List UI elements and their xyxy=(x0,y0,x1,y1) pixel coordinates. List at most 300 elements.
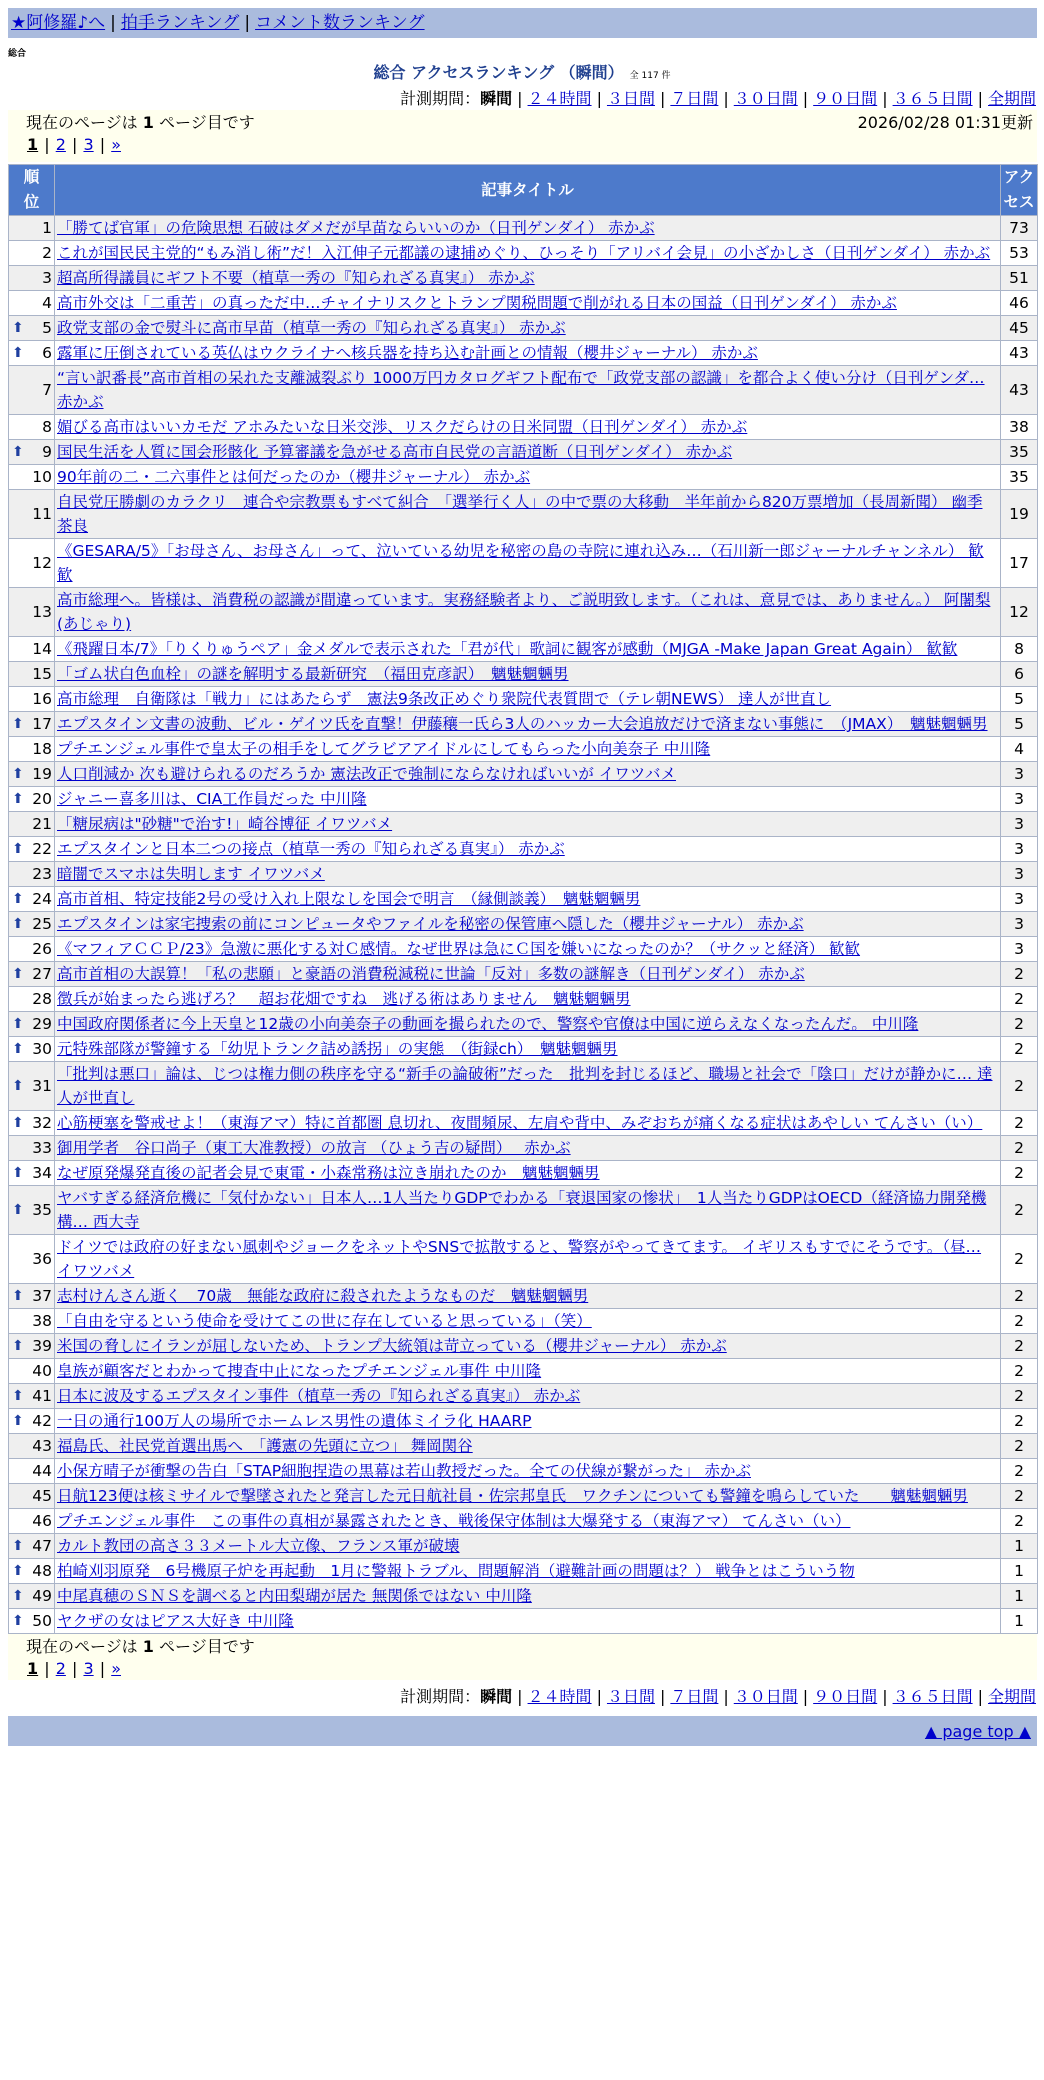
table-row xyxy=(9,1186,1038,1235)
table-row xyxy=(9,1434,1038,1459)
table-row xyxy=(9,1609,1038,1634)
rank-up-arrow-icon: ⬆ xyxy=(12,320,24,336)
table-row xyxy=(9,316,1038,341)
title-cell xyxy=(55,1384,1001,1409)
article-title-link[interactable]: 自民党圧勝劇のカラクリ 連合や宗教票もすべて糾合 「選挙行く人」の中で票の大移動 半年前から820万票増加（長周新聞） 幽季 茶良 xyxy=(57,493,983,535)
title-cell xyxy=(55,662,1001,687)
access-count: 5 xyxy=(1001,712,1038,737)
rank-number: 18 xyxy=(32,740,52,758)
rank-number: 44 xyxy=(32,1462,52,1480)
period-separator: | xyxy=(723,89,729,108)
access-count: 2 xyxy=(1001,1136,1038,1161)
access-count: 2 xyxy=(1001,1359,1038,1384)
table-row xyxy=(9,987,1038,1012)
rank-cell xyxy=(9,912,55,937)
access-count: 2 xyxy=(1001,1037,1038,1062)
article-title-link[interactable]: 人口削減か 次も避けられるのだろうか 憲法改正で強制にならなければいいが イワツバメ xyxy=(57,765,676,783)
rank-cell xyxy=(9,490,55,539)
period-current: 瞬間 xyxy=(480,89,513,108)
rank-up-arrow-icon: ⬆ xyxy=(12,716,24,732)
article-title-link[interactable]: 媚びる高市はいいカモだ アホみたいな日米交渉、リスクだらけの日米同盟（日刊ゲンダイ） 赤かぶ xyxy=(57,418,748,436)
article-title-link[interactable]: カルト教団の高さ３３メートル大立像、フランス軍が破壊 xyxy=(57,1537,460,1555)
article-title-link[interactable]: 高市首相の大誤算！「私の悲願」と豪語の消費税減税に世論「反対」多数の謎解き（日刊ゲンダイ） 赤かぶ xyxy=(57,965,805,983)
pager-separator: | xyxy=(39,1659,55,1678)
article-title-link[interactable]: 心筋梗塞を警戒せよ！（東海アマ）特に首都圏 息切れ、夜間頻尿、左肩や背中、みぞおちが痛くなる症状はあやしい てんさい（い） xyxy=(57,1114,983,1132)
access-count: 2 xyxy=(1001,1235,1038,1284)
title-cell xyxy=(55,1409,1001,1434)
rank-cell xyxy=(9,1609,55,1634)
title-cell xyxy=(55,1062,1001,1111)
article-title-link[interactable]: 御用学者 谷口尚子（東工大准教授）の放言 （ひょう吉の疑問） 赤かぶ xyxy=(57,1139,571,1157)
title-cell xyxy=(55,812,1001,837)
pager-next-link[interactable]: » xyxy=(111,1659,121,1678)
table-row xyxy=(9,216,1038,241)
article-title-link[interactable]: なぜ原発爆発直後の記者会見で東電・小森常務は泣き崩れたのか 魑魅魍魎男 xyxy=(57,1164,600,1182)
title-cell xyxy=(55,490,1001,539)
title-cell xyxy=(55,912,1001,937)
table-row xyxy=(9,1334,1038,1359)
table-row xyxy=(9,1062,1038,1111)
title-cell xyxy=(55,241,1001,266)
table-row xyxy=(9,737,1038,762)
access-count: 2 xyxy=(1001,1434,1038,1459)
rank-number: 45 xyxy=(32,1487,52,1505)
rank-cell xyxy=(9,1136,55,1161)
title-cell xyxy=(55,415,1001,440)
title-cell xyxy=(55,266,1001,291)
rank-up-arrow-icon: ⬆ xyxy=(12,345,24,361)
table-row xyxy=(9,1235,1038,1284)
article-title-link[interactable]: プチエンジェル事件 この事件の真相が暴露されたとき、戦後保守体制は大爆発する（東海アマ） てんさい（い） xyxy=(57,1512,851,1530)
rank-cell xyxy=(9,637,55,662)
table-row xyxy=(9,241,1038,266)
article-title-link[interactable]: 米国の脅しにイランが屈しないため、トランプ大統領は苛立っている（櫻井ジャーナル） 赤かぶ xyxy=(57,1337,727,1355)
article-title-link[interactable]: 「批判は悪口」論は、じつは権力側の秩序を守る“新手の論破術”だった 批判を封じるほど、職場と社会で「陰口」だけが静かに… 達人が世直し xyxy=(57,1065,993,1107)
rank-up-arrow-icon: ⬆ xyxy=(12,1202,24,1218)
home-link[interactable]: ★阿修羅♪へ xyxy=(11,13,106,33)
rank-number: 22 xyxy=(32,840,52,858)
article-title-link[interactable]: 超高所得議員にギフト不要（植草一秀の『知られざる真実』） 赤かぶ xyxy=(57,269,535,287)
rank-number: 37 xyxy=(32,1287,52,1305)
period-separator: | xyxy=(977,1687,983,1706)
rank-cell xyxy=(9,539,55,588)
rank-up-arrow-icon: ⬆ xyxy=(12,791,24,807)
article-title-link[interactable]: 柏崎刈羽原発 6号機原子炉を再起動 1月に警報トラブル、問題解消（避難計画の問題は？） 戦争とはこういう物 xyxy=(57,1562,855,1580)
article-title-link[interactable]: 日本に波及するエプスタイン事件（植草一秀の『知られざる真実』） 赤かぶ xyxy=(57,1387,581,1405)
table-row xyxy=(9,1012,1038,1037)
rank-number: 14 xyxy=(32,640,52,658)
access-count: 53 xyxy=(1001,241,1038,266)
rank-cell xyxy=(9,465,55,490)
rank-number: 1 xyxy=(42,219,52,237)
access-count: 45 xyxy=(1001,316,1038,341)
rank-cell xyxy=(9,937,55,962)
article-title-link[interactable]: 志村けんさん逝く 70歳 無能な政府に殺されたようなものだ 魑魅魍魎男 xyxy=(57,1287,589,1305)
access-count: 2 xyxy=(1001,1062,1038,1111)
period-separator: | xyxy=(596,89,602,108)
article-title-link[interactable]: 露軍に圧倒されている英仏はウクライナへ核兵器を持ち込む計画との情報（櫻井ジャーナル） 赤かぶ xyxy=(57,344,758,362)
table-row xyxy=(9,812,1038,837)
article-title-link[interactable]: プチエンジェル事件で皇太子の相手をしてグラビアアイドルにしてもらった小向美奈子 中川隆 xyxy=(57,740,711,758)
article-title-link[interactable]: 暗闇でスマホは失明します イワツバメ xyxy=(57,865,325,883)
access-count: 6 xyxy=(1001,662,1038,687)
access-count: 46 xyxy=(1001,291,1038,316)
article-title-link[interactable]: 徴兵が始まったら逃げろ？ 超お花畑ですね 逃げる術はありません 魑魅魍魎男 xyxy=(57,990,631,1008)
table-row xyxy=(9,1584,1038,1609)
rank-number: 47 xyxy=(32,1537,52,1555)
period-current: 瞬間 xyxy=(480,1687,513,1706)
article-title-link[interactable]: 「自由を守るという使命を受けてこの世に存在していると思っている」（笑） xyxy=(57,1312,592,1330)
article-title-link[interactable]: ジャニー喜多川は、CIA工作員だった 中川隆 xyxy=(57,790,367,808)
period-link[interactable]: ７日間 xyxy=(670,89,719,108)
access-count: 2 xyxy=(1001,987,1038,1012)
article-title-link[interactable]: 福島氏、社民党首選出馬へ 「護憲の先頭に立つ」 舞岡関谷 xyxy=(57,1437,473,1455)
article-title-link[interactable]: 90年前の二・二六事件とは何だったのか（櫻井ジャーナル） 赤かぶ xyxy=(57,468,531,486)
rank-number: 9 xyxy=(42,443,52,461)
period-link[interactable]: ３６５日間 xyxy=(892,1687,973,1706)
rank-number: 7 xyxy=(42,381,52,399)
access-count: 3 xyxy=(1001,837,1038,862)
rank-number: 28 xyxy=(32,990,52,1008)
article-title-link[interactable]: ヤバすぎる経済危機に「気付かない」日本人…1人当たりGDPでわかる「衰退国家の惨状」 1人当たりGDPはOECD（経済協力開発機構… 西大寺 xyxy=(57,1189,987,1231)
rank-cell xyxy=(9,887,55,912)
period-separator: | xyxy=(802,1687,809,1706)
rank-cell xyxy=(9,366,55,415)
rank-number: 43 xyxy=(32,1437,52,1455)
title-cell xyxy=(55,1186,1001,1235)
table-row xyxy=(9,762,1038,787)
rank-number: 38 xyxy=(32,1312,52,1330)
rank-number: 10 xyxy=(32,468,52,486)
access-count: 4 xyxy=(1001,737,1038,762)
rank-number: 21 xyxy=(32,815,52,833)
rank-number: 33 xyxy=(32,1139,52,1157)
pager-top xyxy=(26,134,1019,156)
applause-ranking-link[interactable]: 拍手ランキング xyxy=(120,13,240,33)
table-row xyxy=(9,687,1038,712)
article-title-link[interactable]: エプスタインと日本二つの接点（植草一秀の『知られざる真実』） 赤かぶ xyxy=(57,840,565,858)
rank-cell xyxy=(9,1012,55,1037)
rank-up-arrow-icon: ⬆ xyxy=(12,1115,24,1131)
access-count: 2 xyxy=(1001,1509,1038,1534)
table-row xyxy=(9,1509,1038,1534)
period-link[interactable]: 全期間 xyxy=(987,1687,1036,1706)
table-row xyxy=(9,712,1038,737)
access-count: 38 xyxy=(1001,415,1038,440)
page-info-text: 現在のページは 1 ページ目です xyxy=(26,113,255,132)
article-title-link[interactable]: 「ゴム状白色血栓」の謎を解明する最新研究 （福田克彦訳） 魑魅魍魎男 xyxy=(57,665,569,683)
period-link[interactable]: ９０日間 xyxy=(813,89,878,108)
rank-number: 35 xyxy=(32,1201,52,1219)
rank-number: 11 xyxy=(32,505,52,523)
access-count: 73 xyxy=(1001,216,1038,241)
access-count: 2 xyxy=(1001,1012,1038,1037)
title-cell xyxy=(55,216,1001,241)
table-row xyxy=(9,266,1038,291)
title-cell xyxy=(55,737,1001,762)
access-count: 43 xyxy=(1001,366,1038,415)
access-count: 3 xyxy=(1001,937,1038,962)
article-title-link[interactable]: 《飛躍日本/7》「りくりゅうペア」金メダルで表示された「君が代」歌詞に観客が感動（MJGA -Make Japan Great Again） 歓歓 xyxy=(57,640,958,658)
title-cell xyxy=(55,316,1001,341)
access-count: 43 xyxy=(1001,341,1038,366)
article-title-link[interactable]: 「糖尿病は"砂糖"で治す!」崎谷博征 イワツバメ xyxy=(57,815,393,833)
period-link[interactable]: ２４時間 xyxy=(527,89,592,108)
period-link[interactable]: ７日間 xyxy=(670,1687,719,1706)
period-link[interactable]: ３６５日間 xyxy=(892,89,973,108)
rank-number: 5 xyxy=(42,319,52,337)
article-title-link[interactable]: 一日の通行100万人の場所でホームレス男性の遺体ミイラ化 HAARP xyxy=(57,1412,532,1430)
title-cell xyxy=(55,762,1001,787)
title-cell xyxy=(55,588,1001,637)
period-link[interactable]: ３日間 xyxy=(606,89,655,108)
article-title-link[interactable]: 高市首相、特定技能2号の受け入れ上限なしを国会で明言 （縁側談義） 魑魅魍魎男 xyxy=(57,890,641,908)
access-count: 5 xyxy=(1001,687,1038,712)
title-cell xyxy=(55,1559,1001,1584)
article-title-link[interactable]: 政党支部の金で熨斗に高市早苗（植草一秀の『知られざる真実』） 赤かぶ xyxy=(57,319,566,337)
rank-number: 50 xyxy=(32,1612,52,1630)
title-column-header: 記事タイトル xyxy=(55,165,1001,216)
article-title-link[interactable]: 「勝てば官軍」の危険思想 石破はダメだが早苗ならいいのか（日刊ゲンダイ） 赤かぶ xyxy=(57,219,655,237)
rank-cell xyxy=(9,1434,55,1459)
access-count: 3 xyxy=(1001,762,1038,787)
period-link[interactable]: 全期間 xyxy=(987,89,1036,108)
access-column-header: アク セス xyxy=(1001,165,1038,216)
rank-up-arrow-icon: ⬆ xyxy=(12,1588,24,1604)
rank-number: 36 xyxy=(32,1250,52,1268)
top-nav-bar xyxy=(8,8,1037,38)
rank-cell xyxy=(9,1384,55,1409)
period-link[interactable]: ３０日間 xyxy=(733,89,798,108)
period-separator: | xyxy=(517,89,523,108)
period-link[interactable]: ３０日間 xyxy=(733,1687,798,1706)
category-label: 総合 xyxy=(8,49,27,59)
access-count: 2 xyxy=(1001,1459,1038,1484)
access-count: 3 xyxy=(1001,912,1038,937)
article-title-link[interactable]: 小保方晴子が衝撃の告白「STAP細胞捏造の黒幕は若山教授だった。全ての伏線が繋がった」 赤かぶ xyxy=(57,1462,751,1480)
access-count: 1 xyxy=(1001,1559,1038,1584)
rank-cell xyxy=(9,341,55,366)
rank-number: 34 xyxy=(32,1164,52,1182)
table-row xyxy=(9,1484,1038,1509)
rank-cell xyxy=(9,787,55,812)
rank-number: 42 xyxy=(32,1412,52,1430)
rank-number: 30 xyxy=(32,1040,52,1058)
table-row xyxy=(9,1284,1038,1309)
article-title-link[interactable]: 日航123便は核ミサイルで撃墜されたと発言した元日航社員・佐宗邦皇氏 ワクチンについても警鐘を鳴らしていた 魑魅魍魎男 xyxy=(57,1487,968,1505)
rank-cell xyxy=(9,415,55,440)
access-count: 35 xyxy=(1001,465,1038,490)
article-title-link[interactable]: 《GESARA/5》「お母さん、お母さん」って、泣いている幼児を秘密の島の寺院に連れ込み…（石川新一郎ジャーナルチャンネル） 歓歓 xyxy=(57,542,984,584)
title-cell xyxy=(55,366,1001,415)
rank-cell xyxy=(9,1509,55,1534)
rank-number: 20 xyxy=(32,790,52,808)
title-cell xyxy=(55,937,1001,962)
title-cell xyxy=(55,465,1001,490)
table-row xyxy=(9,539,1038,588)
article-title-link[interactable]: 高市総理へ。皆様は、消費税の認識が間違っています。実務経験者より、ご説明致します。（これは、意見では、ありません。） 阿闍梨(あじゃり) xyxy=(57,591,991,633)
table-row xyxy=(9,366,1038,415)
article-title-link[interactable]: エプスタインは家宅捜索の前にコンピュータやファイルを秘密の保管庫へ隠した（櫻井ジャーナル） 赤かぶ xyxy=(57,915,804,933)
title-cell xyxy=(55,1235,1001,1284)
table-row xyxy=(9,1309,1038,1334)
pager-page-link[interactable]: 2 xyxy=(55,135,66,154)
rank-cell xyxy=(9,762,55,787)
rank-number: 15 xyxy=(32,665,52,683)
article-title-link[interactable]: 高市外交は「二重苦」の真っただ中…チャイナリスクとトランプ関税問題で削がれる日本の国益（日刊ゲンダイ） 赤かぶ xyxy=(57,294,897,312)
pager-separator: | xyxy=(94,135,111,154)
title-cell xyxy=(55,687,1001,712)
table-row xyxy=(9,341,1038,366)
period-link[interactable]: ２４時間 xyxy=(527,1687,592,1706)
page-top-link[interactable]: ▲ page top ▲ xyxy=(924,1722,1031,1741)
rank-cell xyxy=(9,862,55,887)
table-row xyxy=(9,912,1038,937)
pager-page-link[interactable]: 3 xyxy=(83,1659,94,1678)
rank-number: 19 xyxy=(32,765,52,783)
article-title-link[interactable]: 中尾真穂のＳＮＳを調べると内田梨瑚が居た 無関係ではない 中川隆 xyxy=(57,1587,532,1605)
title-cell xyxy=(55,1509,1001,1534)
article-title-link[interactable]: 国民生活を人質に国会形骸化 予算審議を急がせる高市自民党の言語道断（日刊ゲンダイ） 赤かぶ xyxy=(57,443,733,461)
table-row xyxy=(9,1534,1038,1559)
title-cell xyxy=(55,1459,1001,1484)
rank-number: 6 xyxy=(42,344,52,362)
period-selector-bottom xyxy=(400,1684,1036,1707)
table-row xyxy=(9,862,1038,887)
access-count: 2 xyxy=(1001,1484,1038,1509)
access-count: 8 xyxy=(1001,637,1038,662)
title-cell xyxy=(55,291,1001,316)
rank-cell xyxy=(9,687,55,712)
table-row xyxy=(9,1136,1038,1161)
title-cell xyxy=(55,887,1001,912)
access-count: 12 xyxy=(1001,588,1038,637)
access-count: 2 xyxy=(1001,1186,1038,1235)
rank-column-header: 順 位 xyxy=(9,165,55,216)
title-cell xyxy=(55,1309,1001,1334)
pager-page-link[interactable]: 1 xyxy=(27,1659,39,1678)
period-separator: | xyxy=(802,89,809,108)
rank-cell xyxy=(9,440,55,465)
access-count: 2 xyxy=(1001,1384,1038,1409)
rank-number: 29 xyxy=(32,1015,52,1033)
table-row xyxy=(9,465,1038,490)
pager-next-link[interactable]: » xyxy=(111,135,121,154)
table-row xyxy=(9,1359,1038,1384)
title-cell xyxy=(55,1111,1001,1136)
rank-cell xyxy=(9,266,55,291)
pager-separator: | xyxy=(94,1659,111,1678)
rank-up-arrow-icon: ⬆ xyxy=(12,841,24,857)
table-header-row xyxy=(9,165,1038,216)
pager-page-link[interactable]: 2 xyxy=(55,1659,66,1678)
rank-number: 48 xyxy=(32,1562,52,1580)
article-title-link[interactable]: 《マフィアＣＣＰ/23》急激に悪化する対Ｃ感情。なぜ世界は急にＣ国を嫌いになったのか？（サクッと経済） 歓歓 xyxy=(57,940,861,958)
article-title-link[interactable]: 元特殊部隊が警鐘する「幼児トランク詰め誘拐」の実態 （街録ch） 魑魅魍魎男 xyxy=(57,1040,618,1058)
period-separator: | xyxy=(723,1687,729,1706)
article-title-link[interactable]: エプスタイン文書の波動、ビル・ゲイツ氏を直撃！伊藤穰一氏ら3人のハッカー大会追放だけで済まない事態に （JMAX） 魑魅魍魎男 xyxy=(57,715,988,733)
rank-number: 24 xyxy=(32,890,52,908)
title-cell xyxy=(55,1434,1001,1459)
access-count: 2 xyxy=(1001,1334,1038,1359)
rank-number: 2 xyxy=(42,244,52,262)
article-title-link[interactable]: ドイツでは政府の好まない風刺やジョークをネットやSNSで拡散すると、警察がやってきてます。 イギリスもすでにそうです。（昼… イワツバメ xyxy=(57,1238,982,1280)
rank-number: 46 xyxy=(32,1512,52,1530)
period-label: 計測期間： xyxy=(400,89,481,108)
table-row xyxy=(9,637,1038,662)
table-row xyxy=(9,1409,1038,1434)
page-info-box-top xyxy=(8,110,1037,162)
period-link[interactable]: ３日間 xyxy=(606,1687,655,1706)
title-cell xyxy=(55,1359,1001,1384)
access-count: 2 xyxy=(1001,1161,1038,1186)
rank-cell xyxy=(9,216,55,241)
access-count: 2 xyxy=(1001,1409,1038,1434)
rank-up-arrow-icon: ⬆ xyxy=(12,1078,24,1094)
comment-ranking-link[interactable]: コメント数ランキング xyxy=(255,13,425,33)
title-cell xyxy=(55,1012,1001,1037)
rank-up-arrow-icon: ⬆ xyxy=(12,1413,24,1429)
period-link[interactable]: ９０日間 xyxy=(813,1687,878,1706)
access-count: 51 xyxy=(1001,266,1038,291)
table-row xyxy=(9,837,1038,862)
pager-page-link[interactable]: 1 xyxy=(27,135,39,154)
rank-up-arrow-icon: ⬆ xyxy=(12,1016,24,1032)
rank-up-arrow-icon: ⬆ xyxy=(12,1041,24,1057)
rank-number: 25 xyxy=(32,915,52,933)
pager-separator: | xyxy=(39,135,55,154)
title-cell xyxy=(55,341,1001,366)
title-cell xyxy=(55,1484,1001,1509)
title-cell xyxy=(55,1334,1001,1359)
access-count: 3 xyxy=(1001,887,1038,912)
rank-cell xyxy=(9,1559,55,1584)
article-title-link[interactable]: 皇族が顧客だとわかって捜査中止になったプチエンジェル事件 中川隆 xyxy=(57,1362,542,1380)
article-title-link[interactable]: これが国民民主党的“もみ消し術”だ！入江伸子元都議の逮捕めぐり、ひっそり「アリバイ会見」の小ざかしさ（日刊ゲンダイ） 赤かぶ xyxy=(57,244,991,262)
article-title-link[interactable]: ヤクザの女はピアス大好き 中川隆 xyxy=(57,1612,294,1630)
footer-bar xyxy=(8,1716,1037,1746)
period-separator: | xyxy=(882,89,888,108)
table-row xyxy=(9,588,1038,637)
title-cell xyxy=(55,637,1001,662)
access-count: 17 xyxy=(1001,539,1038,588)
table-row xyxy=(9,962,1038,987)
title-cell xyxy=(55,1609,1001,1634)
rank-number: 31 xyxy=(32,1077,52,1095)
access-count: 2 xyxy=(1001,1111,1038,1136)
rank-up-arrow-icon: ⬆ xyxy=(12,1538,24,1554)
rank-number: 8 xyxy=(42,418,52,436)
access-count: 2 xyxy=(1001,1284,1038,1309)
title-cell xyxy=(55,862,1001,887)
title-cell xyxy=(55,1161,1001,1186)
rank-cell xyxy=(9,737,55,762)
rank-number: 3 xyxy=(42,269,52,287)
rank-number: 13 xyxy=(32,603,52,621)
rank-number: 16 xyxy=(32,690,52,708)
rank-cell xyxy=(9,987,55,1012)
article-title-link[interactable]: 高市総理 自衛隊は「戦力」にはあたらず 憲法9条改正めぐり衆院代表質問で（テレ朝NEWS） 達人が世直し xyxy=(57,690,832,708)
pager-page-link[interactable]: 3 xyxy=(83,135,94,154)
rank-up-arrow-icon: ⬆ xyxy=(12,444,24,460)
rank-number: 4 xyxy=(42,294,52,312)
rank-up-arrow-icon: ⬆ xyxy=(12,1165,24,1181)
article-title-link[interactable]: 中国政府関係者に今上天皇と12歳の小向美奈子の動画を撮られたので、警察や官僚は中国に逆らえなくなったんだ。 中川隆 xyxy=(57,1015,919,1033)
article-title-link[interactable]: “言い訳番長”高市首相の呆れた支離滅裂ぶり 1000万円カタログギフト配布で「政党支部の認識」を都合よく使い分け（日刊ゲンダ… 赤かぶ xyxy=(57,369,985,411)
rank-cell xyxy=(9,1037,55,1062)
rank-number: 27 xyxy=(32,965,52,983)
period-separator: | xyxy=(517,1687,523,1706)
